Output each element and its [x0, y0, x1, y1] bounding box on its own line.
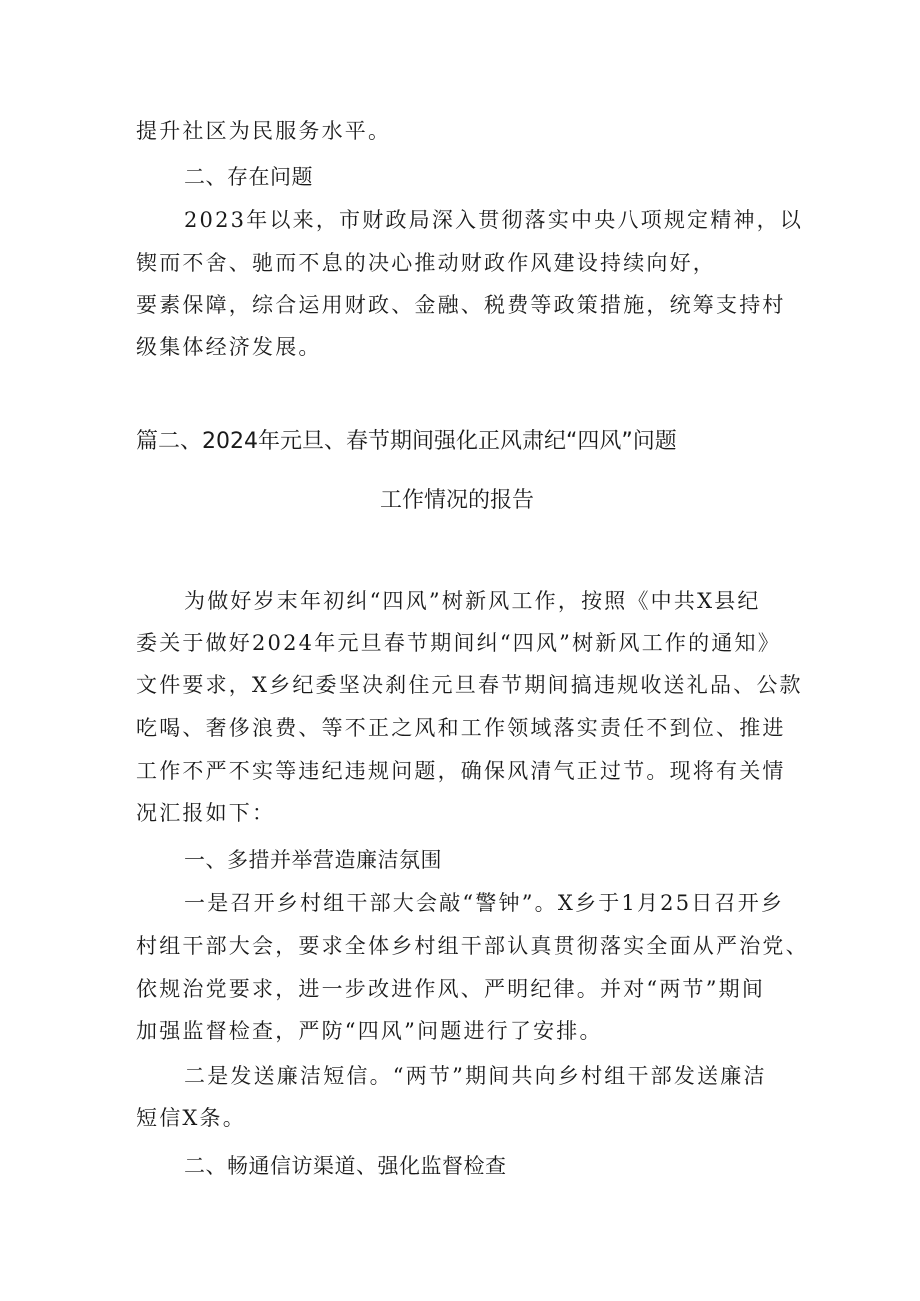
body-line: 委关于做好2024年元旦春节期间纠“四风”树新风工作的通知》 [136, 631, 781, 655]
body-line: 工作不严不实等违纪违规问题，确保风清气正过节。现将有关情 [136, 759, 786, 783]
document-title-line-1: 篇二、2024年元旦、春节期间强化正风肃纪“四风”问题 [136, 429, 677, 454]
section-heading-problems: 二、存在问题 [184, 165, 313, 189]
body-line: 况汇报如下： [136, 801, 276, 825]
body-line: 2023年以来，市财政局深入贯彻落实中央八项规定精神，以 [184, 208, 804, 232]
body-line: 为做好岁末年初纠“四风”树新风工作，按照《中共X县纪 [184, 589, 761, 613]
body-line: 二是发送廉洁短信。“两节”期间共向乡村组干部发送廉洁 [184, 1064, 767, 1088]
section-heading-petition: 二、畅通信访渠道、强化监督检查 [184, 1154, 507, 1178]
document-title-line-2: 工作情况的报告 [380, 488, 535, 513]
body-line: 短信X条。 [136, 1106, 246, 1130]
body-line: 级集体经济发展。 [136, 335, 322, 359]
section-heading-measures: 一、多措并举营造廉洁氛围 [184, 848, 442, 872]
body-line-continuation: 提升社区为民服务水平。 [136, 119, 392, 143]
body-line: 文件要求，X乡纪委坚决刹住元旦春节期间搞违规收送礼品、公款 [136, 673, 803, 697]
body-line: 依规治党要求，进一步改进作风、严明纪律。并对“两节”期间 [136, 977, 766, 1001]
body-line: 加强监督检查，严防“四风”问题进行了安排。 [136, 1019, 603, 1043]
body-line: 村组干部大会，要求全体乡村组干部认真贯彻落实全面从严治党、 [136, 934, 809, 958]
body-line: 吃喝、奢侈浪费、等不正之风和工作领域落实责任不到位、推进 [136, 716, 786, 740]
body-line: 要素保障，综合运用财政、金融、税费等政策措施，统筹支持村 [136, 293, 786, 317]
body-line: 锲而不舍、驰而不息的决心推动财政作风建设持续向好， [136, 251, 716, 275]
body-line: 一是召开乡村组干部大会敲“警钟”。X乡于1月25日召开乡 [184, 891, 785, 915]
